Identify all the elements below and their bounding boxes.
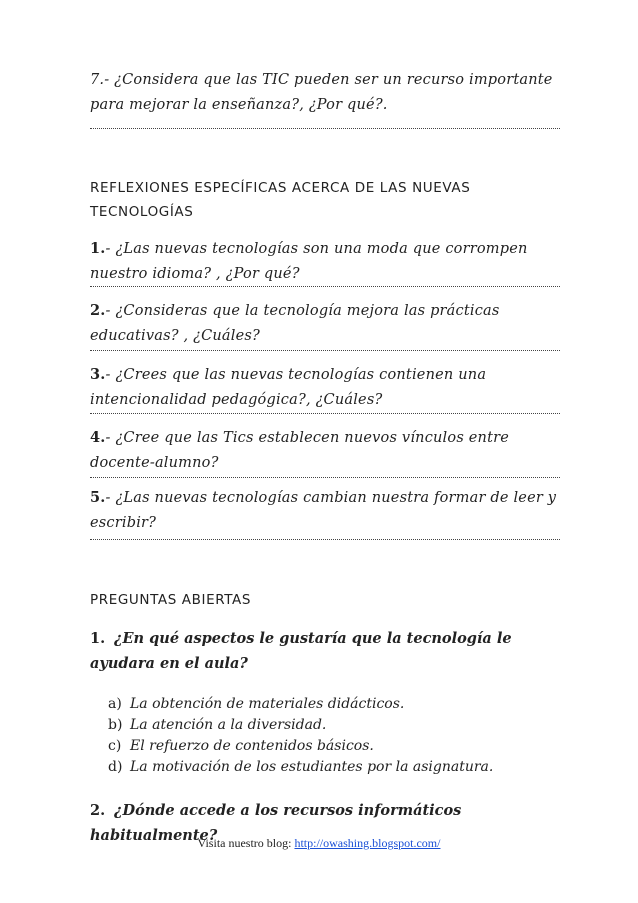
answer-line — [90, 122, 560, 129]
reflexion-question-3 — [90, 362, 560, 413]
option-c — [108, 736, 374, 756]
question-text: - ¿Crees que las nuevas tecnologías contienen una intencionalidad pedagógica?, ¿Cuáles? — [90, 367, 487, 408]
question-number: 1. — [90, 630, 106, 647]
open-question-1 — [90, 626, 560, 676]
reflexion-question-4 — [90, 425, 560, 476]
answer-line — [90, 344, 560, 351]
question-7 — [90, 68, 560, 118]
reflexion-question-2 — [90, 298, 560, 349]
blog-link[interactable]: http://owashing.blogspot.com/ — [294, 836, 441, 850]
answer-line — [90, 280, 560, 287]
option-letter: c) — [108, 738, 122, 754]
answer-line — [90, 471, 560, 478]
question-text: ¿En qué aspectos le gustaría que la tecnología le ayudara en el aula? — [90, 630, 512, 672]
section-title-reflexiones: REFLEXIONES ESPECÍFICAS ACERCA DE LAS NUEVAS TECNOLOGÍAS — [90, 180, 471, 220]
question-number: 2. — [90, 802, 106, 819]
question-text: - ¿Las nuevas tecnologías son una moda que corrompen nuestro idioma? , ¿Por qué? — [90, 241, 528, 282]
option-b — [108, 715, 326, 735]
question-text: - ¿Las nuevas tecnologías cambian nuestra formar de leer y escribir? — [90, 490, 557, 531]
question-text: ¿Dónde accede a los recursos informáticos habitualmente? — [90, 802, 462, 844]
section-title-abiertas: PREGUNTAS ABIERTAS — [90, 592, 251, 608]
option-text: La motivación de los estudiantes por la asignatura. — [130, 759, 494, 775]
option-text: El refuerzo de contenidos básicos. — [130, 738, 374, 754]
question-number: 2. — [90, 302, 106, 319]
question-number: 3. — [90, 366, 106, 383]
question-7-text: 7.- ¿Considera que las TIC pueden ser un recurso importante para mejorar la enseñanza?, ¿Por qué?. — [90, 72, 553, 113]
option-d — [108, 757, 493, 777]
question-text: - ¿Cree que las Tics establecen nuevos vínculos entre docente-alumno? — [90, 430, 510, 471]
answer-line — [90, 533, 560, 540]
option-letter: d) — [108, 759, 123, 775]
option-letter: a) — [108, 696, 122, 712]
question-text: - ¿Consideras que la tecnología mejora las prácticas educativas? , ¿Cuáles? — [90, 303, 500, 344]
option-letter: b) — [108, 717, 123, 733]
reflexion-question-5 — [90, 485, 560, 536]
question-number: 1. — [90, 240, 106, 257]
option-a — [108, 694, 404, 714]
question-number: 5. — [90, 489, 106, 506]
option-text: La obtención de materiales didácticos. — [130, 696, 405, 712]
question-number: 4. — [90, 429, 106, 446]
option-text: La atención a la diversidad. — [130, 717, 327, 733]
footer — [0, 836, 638, 851]
footer-label: Visita nuestro blog: — [197, 836, 295, 850]
answer-line — [90, 407, 560, 414]
